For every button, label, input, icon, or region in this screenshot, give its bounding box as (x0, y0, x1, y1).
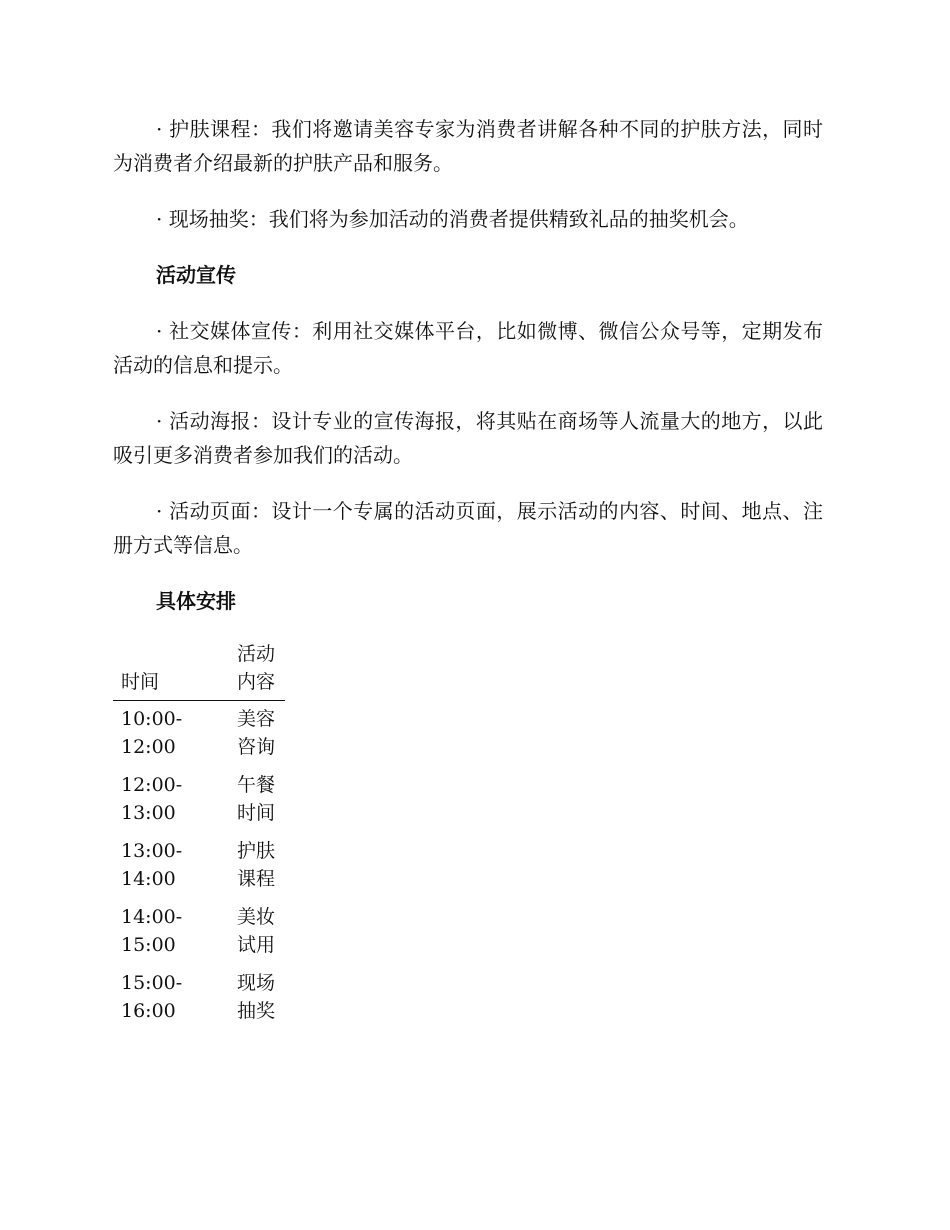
paragraph-lucky-draw: · 现场抽奖：我们将为参加活动的消费者提供精致礼品的抽奖机会。 (156, 207, 749, 231)
heading-promotion: 活动宣传 (156, 263, 236, 287)
cell-activity: 现场抽奖 (237, 972, 276, 1022)
table-row (113, 767, 285, 833)
column-header-activity: 活动内容 (229, 640, 285, 701)
cell-activity: 午餐时间 (237, 774, 276, 824)
paragraph-skincare-course: · 护肤课程：我们将邀请美容专家为消费者讲解各种不同的护肤方法，同时为消费者介绍最新的护肤产品和服务。 (113, 117, 823, 175)
cell-activity: 护肤课程 (237, 840, 276, 890)
cell-activity: 美妆试用 (237, 906, 276, 956)
cell-time: 12:00-13:00 (121, 774, 183, 824)
paragraph-event-page: · 活动页面：设计一个专属的活动页面，展示活动的内容、时间、地点、注册方式等信息。 (113, 499, 823, 557)
cell-time: 10:00-12:00 (121, 708, 183, 758)
paragraph-poster: · 活动海报：设计专业的宣传海报，将其贴在商场等人流量大的地方，以此吸引更多消费者参加我们的活动。 (113, 409, 823, 467)
cell-time: 13:00-14:00 (121, 840, 183, 890)
schedule-table (113, 640, 285, 1031)
column-header-time: 时间 (113, 640, 229, 701)
cell-activity: 美容咨询 (237, 708, 276, 758)
table-row (113, 899, 285, 965)
heading-schedule: 具体安排 (156, 589, 236, 613)
table-header-row (113, 640, 285, 701)
table-row (113, 965, 285, 1031)
table-row (113, 701, 285, 768)
paragraph-social-media: · 社交媒体宣传：利用社交媒体平台，比如微博、微信公众号等，定期发布活动的信息和提示。 (113, 319, 823, 377)
cell-time: 14:00-15:00 (121, 906, 183, 956)
document-page (113, 112, 823, 1031)
cell-time: 15:00-16:00 (121, 972, 183, 1022)
table-row (113, 833, 285, 899)
